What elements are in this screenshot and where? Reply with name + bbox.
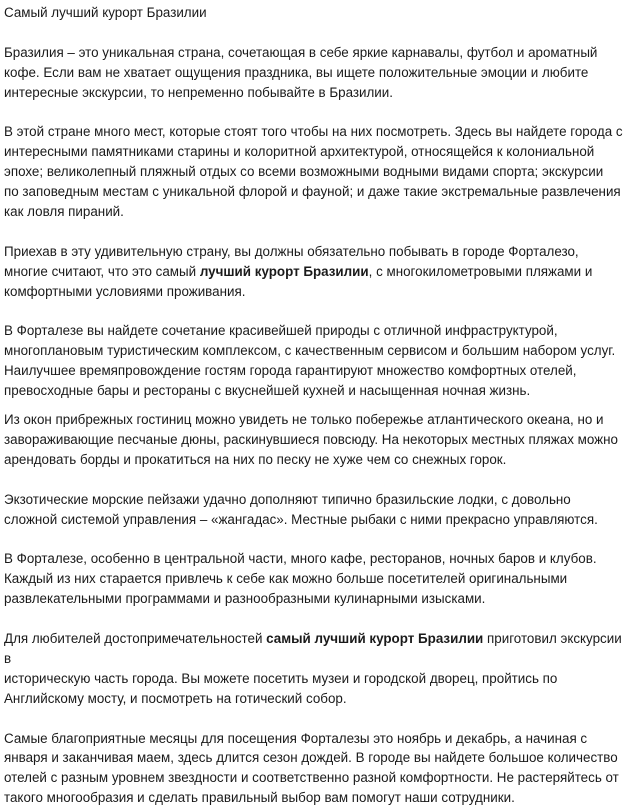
paragraph-intro: Бразилия – это уникальная страна, сочетающая в себе яркие карнавалы, футбол и ароматный кофе. Если вам не хватает ощущения праздника, вы ищете положительные эмоции и любите интересные экскурсии, то непременно побывайте в Бразилии.	[4, 43, 624, 103]
document-title: Самый лучший курорт Бразилии	[4, 3, 624, 23]
keyword-bold: лучший курорт Бразилии	[200, 264, 369, 279]
paragraph-dunes: Из окон прибрежных гостиниц можно увидеть не только побережье атлантического океана, но и завораживающие песчаные дюны, раскинувшиеся повсюду. На некоторых местных пляжах можно арендовать борды и прокатиться на них по песку не хуже чем со снежных горок.	[4, 410, 624, 470]
paragraph-fortaleza-before: Приехав в эту удивительную страну, вы должны обязательно побывать в городе Форталезо, многие считают, что это самый	[4, 244, 579, 279]
paragraph-cafes: В Форталезе, особенно в центральной части, много кафе, ресторанов, ночных баров и клубов. Каждый из них старается привлечь к себе как можно больше посетителей оригинальными развлекательными программами и разнообразными кулинарными изысками.	[4, 549, 624, 609]
paragraph-excursions-after: приготовил экскурсии в историческую часть города. Вы можете посетить музеи и городской дворец, пройтись по Английскому мосту, и посмотреть на готический собор.	[4, 631, 622, 706]
keyword-bold: самый лучший курорт Бразилии	[266, 631, 483, 646]
paragraph-places: В этой стране много мест, которые стоят того чтобы на них посмотреть. Здесь вы найдете города с интересными памятниками старины и колоритной архитектурой, относящейся к колониальной эпохе; великолепный пляжный отдых со всеми возможными водными видами спорта; экскурсии по заповедным местам с уникальной флорой и фауной; и даже такие экстремальные развлечения как ловля пираний.	[4, 122, 624, 222]
paragraph-excursions	[4, 629, 624, 709]
paragraph-fortaleza	[4, 242, 624, 302]
paragraph-boats: Экзотические морские пейзажи удачно дополняют типично бразильские лодки, с довольно сложной системой управления – «жангадас». Местные рыбаки с ними прекрасно управляются.	[4, 490, 624, 530]
paragraph-fortaleza-after: , с многокилометровыми пляжами и комфортными условиями проживания.	[4, 264, 592, 299]
paragraph-excursions-before: Для любителей достопримечательностей	[4, 631, 266, 646]
paragraph-season: Самые благоприятные месяцы для посещения Форталезы это ноябрь и декабрь, а начиная с января и заканчивая маем, здесь длится сезон дождей. В городе вы найдете большое количество отелей с разным уровнем звездности и соответственно разной комфортности. Не растеряйтесь от такого многообразия и сделать правильный выбор вам помогут наши сотрудники.	[4, 729, 624, 808]
paragraph-infrastructure: В Форталезе вы найдете сочетание красивейшей природы с отличной инфраструктурой, многоплановым туристическим комплексом, с качественным сервисом и большим набором услуг. Наилучшее времяпровождение гостям города гарантируют множество комфортных отелей, превосходные бары и рестораны с вкуснейшей кухней и насыщенная ночная жизнь.	[4, 321, 624, 401]
